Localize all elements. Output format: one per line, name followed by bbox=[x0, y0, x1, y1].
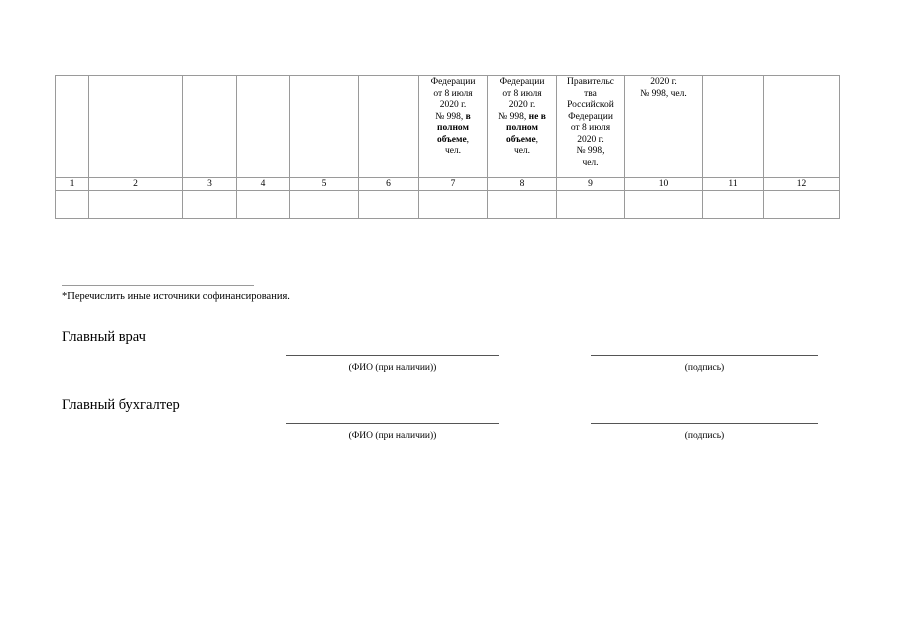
fio-caption: (ФИО (при наличии)) bbox=[348, 363, 437, 373]
column-number: 10 bbox=[625, 178, 703, 191]
table-cell[interactable] bbox=[764, 191, 840, 219]
signature-caption: (подпись) bbox=[684, 431, 725, 441]
column-number: 12 bbox=[764, 178, 840, 191]
column-number: 1 bbox=[56, 178, 89, 191]
table-cell[interactable] bbox=[557, 191, 625, 219]
header-cell-5 bbox=[290, 76, 359, 178]
table-cell[interactable] bbox=[419, 191, 488, 219]
header-cell-2 bbox=[89, 76, 183, 178]
column-number: 7 bbox=[419, 178, 488, 191]
header-cell-9: Правительс тва Российской Федерации от 8 июля 2020 г. № 998, чел. bbox=[557, 76, 625, 178]
data-table bbox=[55, 75, 840, 219]
header-cell-10: 2020 г. № 998, чел. bbox=[625, 76, 703, 178]
column-number: 4 bbox=[237, 178, 290, 191]
table-header-row bbox=[56, 76, 840, 178]
header-cell-12 bbox=[764, 76, 840, 178]
table-cell[interactable] bbox=[183, 191, 237, 219]
table-cell[interactable] bbox=[237, 191, 290, 219]
footnote: *Перечислить иные источники софинансирования. bbox=[62, 291, 290, 302]
column-number: 5 bbox=[290, 178, 359, 191]
fio-caption: (ФИО (при наличии)) bbox=[348, 431, 437, 441]
column-number: 3 bbox=[183, 178, 237, 191]
empty-data-row bbox=[56, 191, 840, 219]
table-cell[interactable] bbox=[290, 191, 359, 219]
header-cell-1 bbox=[56, 76, 89, 178]
header-cell-6 bbox=[359, 76, 419, 178]
table-cell[interactable] bbox=[625, 191, 703, 219]
table-cell[interactable] bbox=[703, 191, 764, 219]
fio-line-chief-accountant[interactable] bbox=[286, 423, 499, 424]
role-chief-doctor: Главный врач bbox=[62, 329, 146, 345]
column-number: 6 bbox=[359, 178, 419, 191]
column-number: 8 bbox=[488, 178, 557, 191]
header-cell-3 bbox=[183, 76, 237, 178]
column-number: 9 bbox=[557, 178, 625, 191]
signature-line-chief-doctor[interactable] bbox=[591, 355, 818, 356]
signature-line-chief-accountant[interactable] bbox=[591, 423, 818, 424]
table-cell[interactable] bbox=[56, 191, 89, 219]
table-cell[interactable] bbox=[488, 191, 557, 219]
fio-line-chief-doctor[interactable] bbox=[286, 355, 499, 356]
column-number: 2 bbox=[89, 178, 183, 191]
header-cell-8: Федерации от 8 июля 2020 г. № 998, не в полном объеме, чел. bbox=[488, 76, 557, 178]
column-number-row bbox=[56, 178, 840, 191]
column-number: 11 bbox=[703, 178, 764, 191]
role-chief-accountant: Главный бухгалтер bbox=[62, 397, 180, 413]
signature-caption: (подпись) bbox=[684, 363, 725, 373]
footnote-divider bbox=[62, 285, 254, 286]
header-cell-11 bbox=[703, 76, 764, 178]
header-cell-4 bbox=[237, 76, 290, 178]
header-cell-7: Федерации от 8 июля 2020 г. № 998, в полном объеме, чел. bbox=[419, 76, 488, 178]
table-cell[interactable] bbox=[89, 191, 183, 219]
table-cell[interactable] bbox=[359, 191, 419, 219]
